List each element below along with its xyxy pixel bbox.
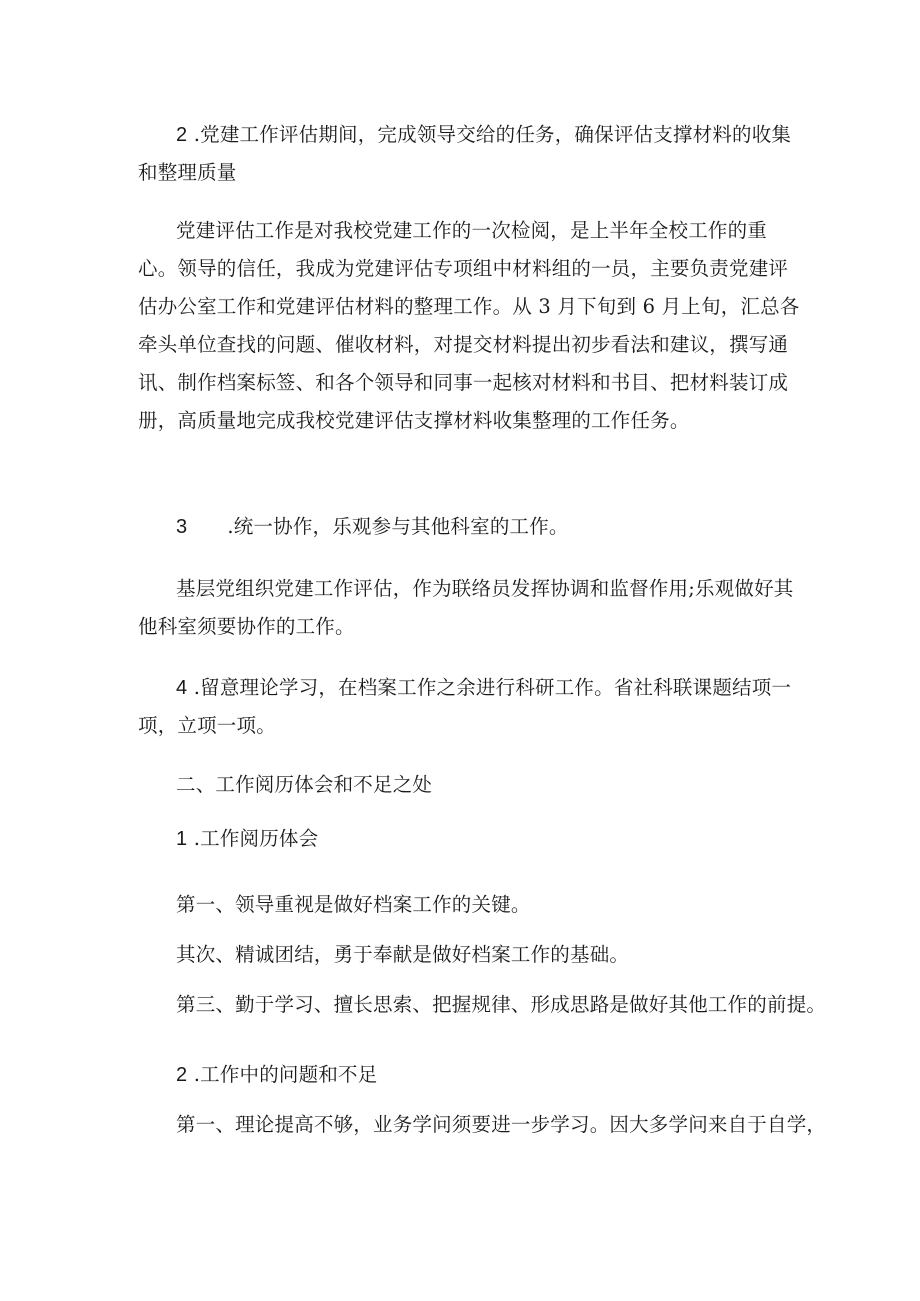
subsection-heading-2	[176, 1056, 377, 1094]
experience-item-3: 第三、勤于学习、擅长思索、把握规律、形成思路是做好其他工作的前提。	[176, 993, 827, 1016]
section-heading-3	[176, 508, 569, 546]
problem-item-1: 第一、理论提高不够，业务学问须要进一步学习。因大多学问来自于自学，	[176, 1113, 827, 1136]
section-heading-text: .统一协作，乐观参与其他科室的工作。	[227, 515, 569, 538]
subsection-heading-text: .工作阅历体会	[187, 827, 319, 850]
section-number: 4	[176, 677, 188, 699]
section-number: 2	[176, 124, 188, 146]
subsection-heading-1	[176, 820, 318, 858]
section-heading-text: .留意理论学习，在档案工作之余进行科研工作。省社科联课题结项一项，立项一项。	[138, 676, 792, 737]
section-number: 3	[176, 516, 188, 538]
section-heading-4	[138, 669, 802, 745]
section-heading-text: .党建工作评估期间，完成领导交给的任务，确保评估支撑材料的收集和整理质量	[138, 123, 792, 184]
section-heading-2	[138, 116, 802, 192]
body-paragraph: 党建评估工作是对我校党建工作的一次检阅，是上半年全校工作的重心。领导的信任，我成为党建评估专项组中材料组的一员，主要负责党建评估办公室工作和党建评估材料的整理工作。从 3 月下旬到 6 月上旬，汇总各牵头单位查找的问题、催收材料，对提交材料提出初步看法和建议，撰写通讯、制作档案标签、和各个领导和同事一起核对材料和书目、把材料装订成册，高质量地完成我校党建评估支撑材料收集整理的工作任务。	[138, 219, 800, 432]
subsection-heading-text: .工作中的问题和不足	[187, 1063, 378, 1086]
experience-item-2: 其次、精诚团结，勇于奉献是做好档案工作的基础。	[176, 943, 630, 966]
experience-item-1: 第一、领导重视是做好档案工作的关键。	[176, 893, 531, 916]
body-paragraph: 基层党组织党建工作评估，作为联络员发挥协调和监督作用;乐观做好其他科室须要协作的工作。	[138, 577, 794, 638]
section-number: 1	[176, 828, 188, 850]
chapter-heading: 二、工作阅历体会和不足之处	[176, 773, 433, 796]
section-number: 2	[176, 1064, 188, 1086]
